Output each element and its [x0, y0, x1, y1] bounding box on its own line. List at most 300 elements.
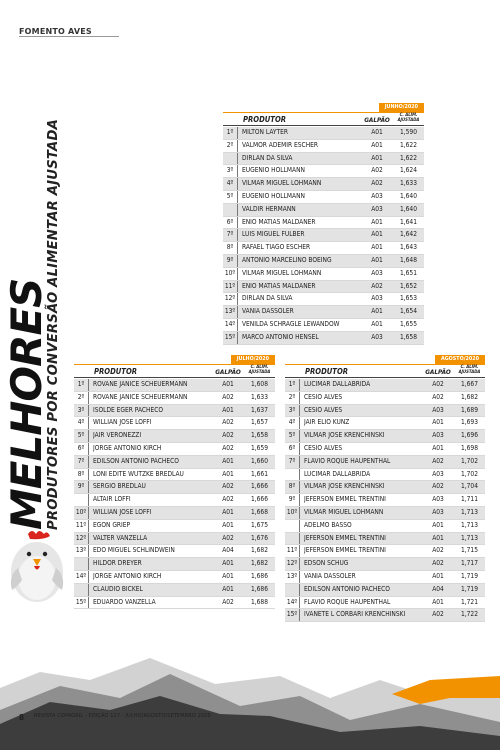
table-body	[74, 379, 275, 609]
shed-cell: A01	[222, 571, 234, 580]
header-conversao	[244, 366, 275, 375]
conversion-cell: 1,689	[461, 405, 478, 414]
rank-cell: 10º	[223, 268, 238, 280]
rank-cell: 3º	[285, 405, 300, 417]
shed-cell: A01	[371, 319, 383, 328]
rank-cell: 8º	[285, 481, 300, 493]
shed-cell: A02	[222, 418, 234, 427]
rank-cell: 9º	[223, 255, 238, 267]
rank-cell: 4º	[285, 417, 300, 429]
table-row	[285, 520, 485, 533]
rank-cell: 5º	[74, 430, 89, 442]
rank-cell: 4º	[223, 178, 238, 190]
shed-cell: A02	[432, 482, 444, 491]
period-badge-junho: JUNHO/2020	[379, 103, 424, 112]
rank-cell	[285, 520, 300, 532]
producer-cell: JEFERSON EMMEL TRENTINI	[304, 546, 386, 555]
conversion-cell: 1,713	[461, 520, 478, 529]
footer-mountains	[0, 640, 500, 750]
shed-cell: A03	[432, 469, 444, 478]
producer-cell: MARCO ANTONIO HENSEL	[242, 332, 319, 341]
shed-cell: A02	[371, 179, 383, 188]
table-row	[74, 469, 275, 482]
shed-cell: A01	[371, 140, 383, 149]
header-conversao-line1: C. ALIM.	[460, 365, 479, 370]
table-row	[74, 417, 275, 430]
table-row	[223, 127, 424, 140]
conversion-cell: 1,637	[251, 405, 268, 414]
conversion-cell: 1,668	[251, 507, 268, 516]
table-row	[74, 584, 275, 597]
shed-cell: A02	[222, 392, 234, 401]
table-row	[285, 507, 485, 520]
producer-cell: JAIR VERONEZZI	[93, 431, 142, 440]
table-row	[223, 255, 424, 268]
table-row	[74, 545, 275, 558]
table-row	[74, 379, 275, 392]
conversion-cell: 1,719	[461, 584, 478, 593]
table-row	[74, 520, 275, 533]
conversion-cell: 1,648	[400, 255, 417, 264]
rank-cell: 1º	[285, 379, 300, 391]
shed-cell: A02	[222, 533, 234, 542]
shed-cell: A03	[432, 405, 444, 414]
table-row	[285, 430, 485, 443]
rank-cell	[223, 204, 238, 216]
conversion-cell: 1,688	[251, 597, 268, 606]
conversion-cell: 1,658	[251, 431, 268, 440]
header-galpao: GALPÃO	[425, 368, 451, 376]
shed-cell: A01	[432, 571, 444, 580]
producer-cell: DIRLAN DA SILVA	[242, 153, 293, 162]
table-row	[74, 405, 275, 418]
rank-cell: 3º	[74, 405, 89, 417]
rank-cell: 1º	[223, 127, 238, 139]
producer-cell: LONI EDITE WUTZKE BREDLAU	[93, 469, 184, 478]
shed-cell: A01	[432, 520, 444, 529]
header-conversao	[393, 114, 424, 123]
conversion-cell: 1,704	[461, 482, 478, 491]
rank-cell: 2º	[74, 392, 89, 404]
rank-cell: 12º	[285, 558, 300, 570]
table-row	[74, 456, 275, 469]
producer-cell: ANTONIO MARCELINO BOEING	[242, 255, 332, 264]
table-row	[223, 229, 424, 242]
shed-cell: A01	[371, 128, 383, 136]
table-row	[223, 319, 424, 332]
chicken-illustration	[6, 528, 68, 608]
rank-cell: 12º	[74, 533, 89, 545]
producer-cell: MILTON LAYTER	[242, 128, 288, 136]
table-row	[223, 293, 424, 306]
shed-cell: A02	[432, 456, 444, 465]
conversion-cell: 1,686	[251, 571, 268, 580]
header-conversao-line2: AJUSTADA	[397, 117, 420, 123]
rank-cell: 14º	[223, 319, 238, 331]
rank-cell: 14º	[74, 571, 89, 583]
conversion-cell: 1,722	[461, 610, 478, 619]
conversion-cell: 1,711	[461, 495, 478, 504]
conversion-cell: 1,659	[251, 443, 268, 452]
producer-cell: JEFERSON EMMEL TRENTINI	[304, 533, 386, 542]
header-conversao-line2: AJUSTADA	[458, 369, 481, 375]
shed-cell: A01	[371, 255, 383, 264]
producer-cell: JAIR ELIO KUNZ	[304, 418, 350, 427]
rank-cell: 13º	[223, 306, 238, 318]
conversion-cell: 1,682	[251, 546, 268, 555]
header-galpao: GALPÃO	[215, 368, 241, 376]
shed-cell: A03	[432, 495, 444, 504]
producer-cell: ALTAIR LOFFI	[93, 495, 131, 504]
conversion-cell: 1,661	[251, 469, 268, 478]
rank-cell: 5º	[285, 430, 300, 442]
producer-cell: JORGE ANTONIO KIRCH	[93, 571, 162, 580]
shed-cell: A02	[222, 495, 234, 504]
shed-cell: A02	[432, 392, 444, 401]
rank-cell: 10º	[285, 507, 300, 519]
conversion-cell: 1,655	[400, 319, 417, 328]
rank-cell: 4º	[74, 417, 89, 429]
table-row	[223, 153, 424, 166]
shed-cell: A04	[432, 584, 444, 593]
shed-cell: A01	[222, 520, 234, 529]
table-body	[223, 127, 424, 345]
shed-cell: A01	[432, 418, 444, 427]
rank-cell	[223, 153, 238, 165]
conversion-cell: 1,675	[251, 520, 268, 529]
table-row	[74, 507, 275, 520]
conversion-cell: 1,666	[251, 482, 268, 491]
producer-cell: HILDOR DREYER	[93, 559, 142, 568]
producer-cell: EDILSON ANTONIO PACHECO	[93, 456, 179, 465]
table-row	[74, 443, 275, 456]
table-row	[74, 481, 275, 494]
producer-cell: VILMAR JOSE KRENCHINSKI	[304, 431, 385, 440]
header-conversao-line1: C. ALIM.	[399, 113, 418, 118]
producer-cell: WILLIAN JOSE LOFFI	[93, 507, 152, 516]
producer-cell: FLAVIO ROQUE HAUPENTHAL	[304, 597, 391, 606]
producer-cell: JEFERSON EMMEL TRENTINI	[304, 495, 386, 504]
producer-cell: VILMAR MIGUEL LOHMANN	[242, 179, 322, 188]
conversion-cell: 1,682	[461, 392, 478, 401]
producer-cell: VILMAR MIGUEL LOHMANN	[304, 507, 384, 516]
conversion-cell: 1,652	[400, 281, 417, 290]
table-row	[223, 268, 424, 281]
page-title: MELHORES	[2, 278, 51, 530]
conversion-cell: 1,622	[400, 140, 417, 149]
rank-cell: 3º	[223, 165, 238, 177]
table-row	[285, 392, 485, 405]
rank-cell: 15º	[74, 597, 89, 609]
conversion-cell: 1,713	[461, 533, 478, 542]
shed-cell: A03	[371, 268, 383, 277]
producer-cell: VANIA DASSOLER	[304, 571, 356, 580]
rank-cell	[285, 469, 300, 481]
conversion-cell: 1,608	[251, 380, 268, 388]
conversion-cell: 1,717	[461, 559, 478, 568]
shed-cell: A04	[222, 546, 234, 555]
conversion-cell: 1,641	[400, 217, 417, 226]
rank-cell: 2º	[223, 140, 238, 152]
producer-cell: EUGENIO HOLLMANN	[242, 191, 305, 200]
table-row	[285, 609, 485, 622]
table-row	[285, 469, 485, 482]
producer-cell: SERGIO BREDLAU	[93, 482, 146, 491]
rank-cell: 13º	[285, 571, 300, 583]
conversion-cell: 1,654	[400, 307, 417, 316]
producer-cell: EDILSON ANTONIO PACHECO	[304, 584, 390, 593]
shed-cell: A02	[432, 546, 444, 555]
shed-cell: A01	[371, 230, 383, 239]
shed-cell: A01	[222, 469, 234, 478]
shed-cell: A03	[432, 431, 444, 440]
table-body	[285, 379, 485, 622]
conversion-cell: 1,693	[461, 418, 478, 427]
producer-cell: VALTER VANZELLA	[93, 533, 148, 542]
shed-cell: A02	[371, 166, 383, 175]
shed-cell: A01	[222, 507, 234, 516]
table-header	[223, 113, 424, 126]
conversion-cell: 1,719	[461, 571, 478, 580]
shed-cell: A02	[222, 597, 234, 606]
header-produtor: PRODUTOR	[243, 115, 287, 124]
producer-cell: VILMAR JOSE KRENCHINSKI	[304, 482, 385, 491]
conversion-cell: 1,698	[461, 443, 478, 452]
rank-cell: 6º	[285, 443, 300, 455]
producer-cell: VALMOR ADEMIR ESCHER	[242, 140, 319, 149]
producer-cell: EDO MIGUEL SCHLINDWEIN	[93, 546, 175, 555]
producer-cell: IVANETE L CORBARI KRENCHINSKI	[304, 610, 406, 619]
shed-cell: A01	[432, 597, 444, 606]
shed-cell: A01	[371, 217, 383, 226]
producer-cell: CESIO ALVES	[304, 405, 343, 414]
shed-cell: A01	[222, 380, 234, 388]
rank-cell: 12º	[223, 293, 238, 305]
shed-cell: A03	[371, 294, 383, 303]
conversion-cell: 1,696	[461, 431, 478, 440]
producer-cell: EDSON SCHUG	[304, 559, 349, 568]
producer-cell: CESIO ALVES	[304, 392, 343, 401]
conversion-cell: 1,624	[400, 166, 417, 175]
conversion-cell: 1,686	[251, 584, 268, 593]
side-title-group	[2, 118, 66, 530]
conversion-cell: 1,633	[400, 179, 417, 188]
conversion-cell: 1,658	[400, 332, 417, 341]
rank-cell: 6º	[223, 217, 238, 229]
table-row	[285, 494, 485, 507]
producer-cell: LUIS MIGUEL FULBER	[242, 230, 305, 239]
rank-cell: 1º	[74, 379, 89, 391]
table-row	[223, 140, 424, 153]
rank-cell: 15º	[285, 609, 300, 621]
rank-cell: 11º	[285, 545, 300, 557]
conversion-cell: 1,702	[461, 456, 478, 465]
table-row	[285, 545, 485, 558]
rank-cell: 2º	[285, 392, 300, 404]
conversion-cell: 1,651	[400, 268, 417, 277]
shed-cell: A01	[432, 443, 444, 452]
conversion-cell: 1,633	[251, 392, 268, 401]
rank-cell: 11º	[223, 281, 238, 293]
producer-cell: VANIA DASSOLER	[242, 307, 294, 316]
producer-cell: ROVANE JANICE SCHEUERMANN	[93, 392, 188, 401]
period-badge-agosto: AGOSTO/2020	[435, 355, 485, 364]
conversion-cell: 1,666	[251, 495, 268, 504]
table-row	[223, 306, 424, 319]
producer-cell: FLAVIO ROQUE HAUPENTHAL	[304, 456, 391, 465]
header-conversao-line2: AJUSTADA	[248, 369, 271, 375]
period-badge-julho: JULHO/2020	[231, 355, 275, 364]
shed-cell: A01	[371, 243, 383, 252]
table-row	[285, 571, 485, 584]
conversion-cell: 1,642	[400, 230, 417, 239]
rank-cell	[74, 584, 89, 596]
producer-cell: VENILDA SCHRAGLE LEWANDOW	[242, 319, 340, 328]
conversion-cell: 1,590	[400, 128, 417, 136]
rank-cell: 8º	[223, 242, 238, 254]
shed-cell: A03	[371, 204, 383, 213]
producer-cell: EGON GRIEP	[93, 520, 131, 529]
table-row	[223, 165, 424, 178]
shed-cell: A01	[222, 559, 234, 568]
conversion-cell: 1,657	[251, 418, 268, 427]
producer-cell: WILLIAN JOSE LOFFI	[93, 418, 152, 427]
header-conversao-line1: C. ALIM.	[250, 365, 269, 370]
producer-cell: ENIO MATIAS MALDANER	[242, 281, 316, 290]
shed-cell: A01	[222, 405, 234, 414]
page-number: 8	[19, 713, 25, 722]
conversion-cell: 1,640	[400, 191, 417, 200]
table-row	[285, 456, 485, 469]
table-row	[74, 494, 275, 507]
table-row	[223, 217, 424, 230]
table-row	[285, 443, 485, 456]
table-row	[285, 558, 485, 571]
shed-cell: A01	[222, 456, 234, 465]
rank-cell	[285, 584, 300, 596]
rank-cell: 8º	[74, 469, 89, 481]
section-divider	[19, 36, 119, 37]
table-row	[223, 242, 424, 255]
producer-cell: LUCIMAR DALLABRIDA	[304, 469, 371, 478]
conversion-cell: 1,713	[461, 507, 478, 516]
shed-cell: A02	[222, 431, 234, 440]
rank-cell: 7º	[223, 229, 238, 241]
rank-cell	[74, 494, 89, 506]
section-label: FOMENTO AVES	[19, 27, 92, 36]
shed-cell: A02	[222, 482, 234, 491]
producer-cell: ISOLDE EGER PACHECO	[93, 405, 164, 414]
rank-cell: 9º	[74, 481, 89, 493]
conversion-cell: 1,622	[400, 153, 417, 162]
table-row	[74, 430, 275, 443]
producer-cell: EUGENIO HOLLMANN	[242, 166, 305, 175]
shed-cell: A02	[432, 380, 444, 388]
table-row	[74, 571, 275, 584]
rank-cell	[285, 533, 300, 545]
table-row	[74, 558, 275, 571]
rank-cell: 6º	[74, 443, 89, 455]
table-row	[74, 392, 275, 405]
table-row	[285, 379, 485, 392]
table-row	[285, 584, 485, 597]
shed-cell: A03	[371, 191, 383, 200]
shed-cell: A03	[371, 332, 383, 341]
conversion-cell: 1,715	[461, 546, 478, 555]
table-row	[223, 281, 424, 294]
producer-cell: ADELMO BASSO	[304, 520, 352, 529]
conversion-cell: 1,667	[461, 380, 478, 388]
producer-cell: VILMAR MIGUEL LOHMANN	[242, 268, 322, 277]
rank-cell	[74, 558, 89, 570]
header-produtor: PRODUTOR	[94, 367, 138, 376]
producer-cell: VALDIR HERMANN	[242, 204, 296, 213]
shed-cell: A03	[432, 507, 444, 516]
rank-cell: 14º	[285, 597, 300, 609]
producer-cell: RAFAEL TIAGO ESCHER	[242, 243, 311, 252]
rank-cell: 7º	[285, 456, 300, 468]
conversion-cell: 1,660	[251, 456, 268, 465]
conversion-cell: 1,682	[251, 559, 268, 568]
producer-cell: DIRLAN DA SILVA	[242, 294, 293, 303]
conversion-cell: 1,640	[400, 204, 417, 213]
side-heading	[2, 118, 70, 530]
producer-cell: ROVANE JANICE SCHEUERMANN	[93, 380, 188, 388]
rank-cell: 13º	[74, 545, 89, 557]
table-header	[74, 365, 275, 378]
shed-cell: A02	[432, 559, 444, 568]
producer-cell: EDUARDO VANZELLA	[93, 597, 156, 606]
producer-cell: JORGE ANTONIO KIRCH	[93, 443, 162, 452]
conversion-cell: 1,653	[400, 294, 417, 303]
rank-cell: 5º	[223, 191, 238, 203]
table-row	[223, 178, 424, 191]
conversion-cell: 1,721	[461, 597, 478, 606]
producer-cell: LUCIMAR DALLABRIDA	[304, 380, 371, 388]
conversion-cell: 1,643	[400, 243, 417, 252]
table-row	[74, 533, 275, 546]
rank-cell: 7º	[74, 456, 89, 468]
rank-cell: 11º	[74, 520, 89, 532]
table-row	[285, 597, 485, 610]
producer-cell: CLAUDIO BICKEL	[93, 584, 143, 593]
shed-cell: A01	[222, 584, 234, 593]
shed-cell: A01	[432, 533, 444, 542]
header-galpao: GALPÃO	[364, 116, 390, 124]
table-row	[74, 597, 275, 610]
shed-cell: A02	[432, 610, 444, 619]
producer-cell: CESIO ALVES	[304, 443, 343, 452]
conversion-cell: 1,676	[251, 533, 268, 542]
table-row	[285, 533, 485, 546]
table-row	[223, 191, 424, 204]
table-header	[285, 365, 485, 378]
shed-cell: A02	[222, 443, 234, 452]
header-conversao	[454, 366, 485, 375]
rank-cell: 10º	[74, 507, 89, 519]
table-row	[285, 405, 485, 418]
shed-cell: A01	[371, 307, 383, 316]
table-row	[223, 204, 424, 217]
table-row	[285, 417, 485, 430]
table-row	[223, 332, 424, 345]
shed-cell: A02	[371, 281, 383, 290]
conversion-cell: 1,702	[461, 469, 478, 478]
shed-cell: A01	[371, 153, 383, 162]
producer-cell: ENIO MATIAS MALDANER	[242, 217, 316, 226]
table-row	[285, 481, 485, 494]
header-produtor: PRODUTOR	[305, 367, 349, 376]
